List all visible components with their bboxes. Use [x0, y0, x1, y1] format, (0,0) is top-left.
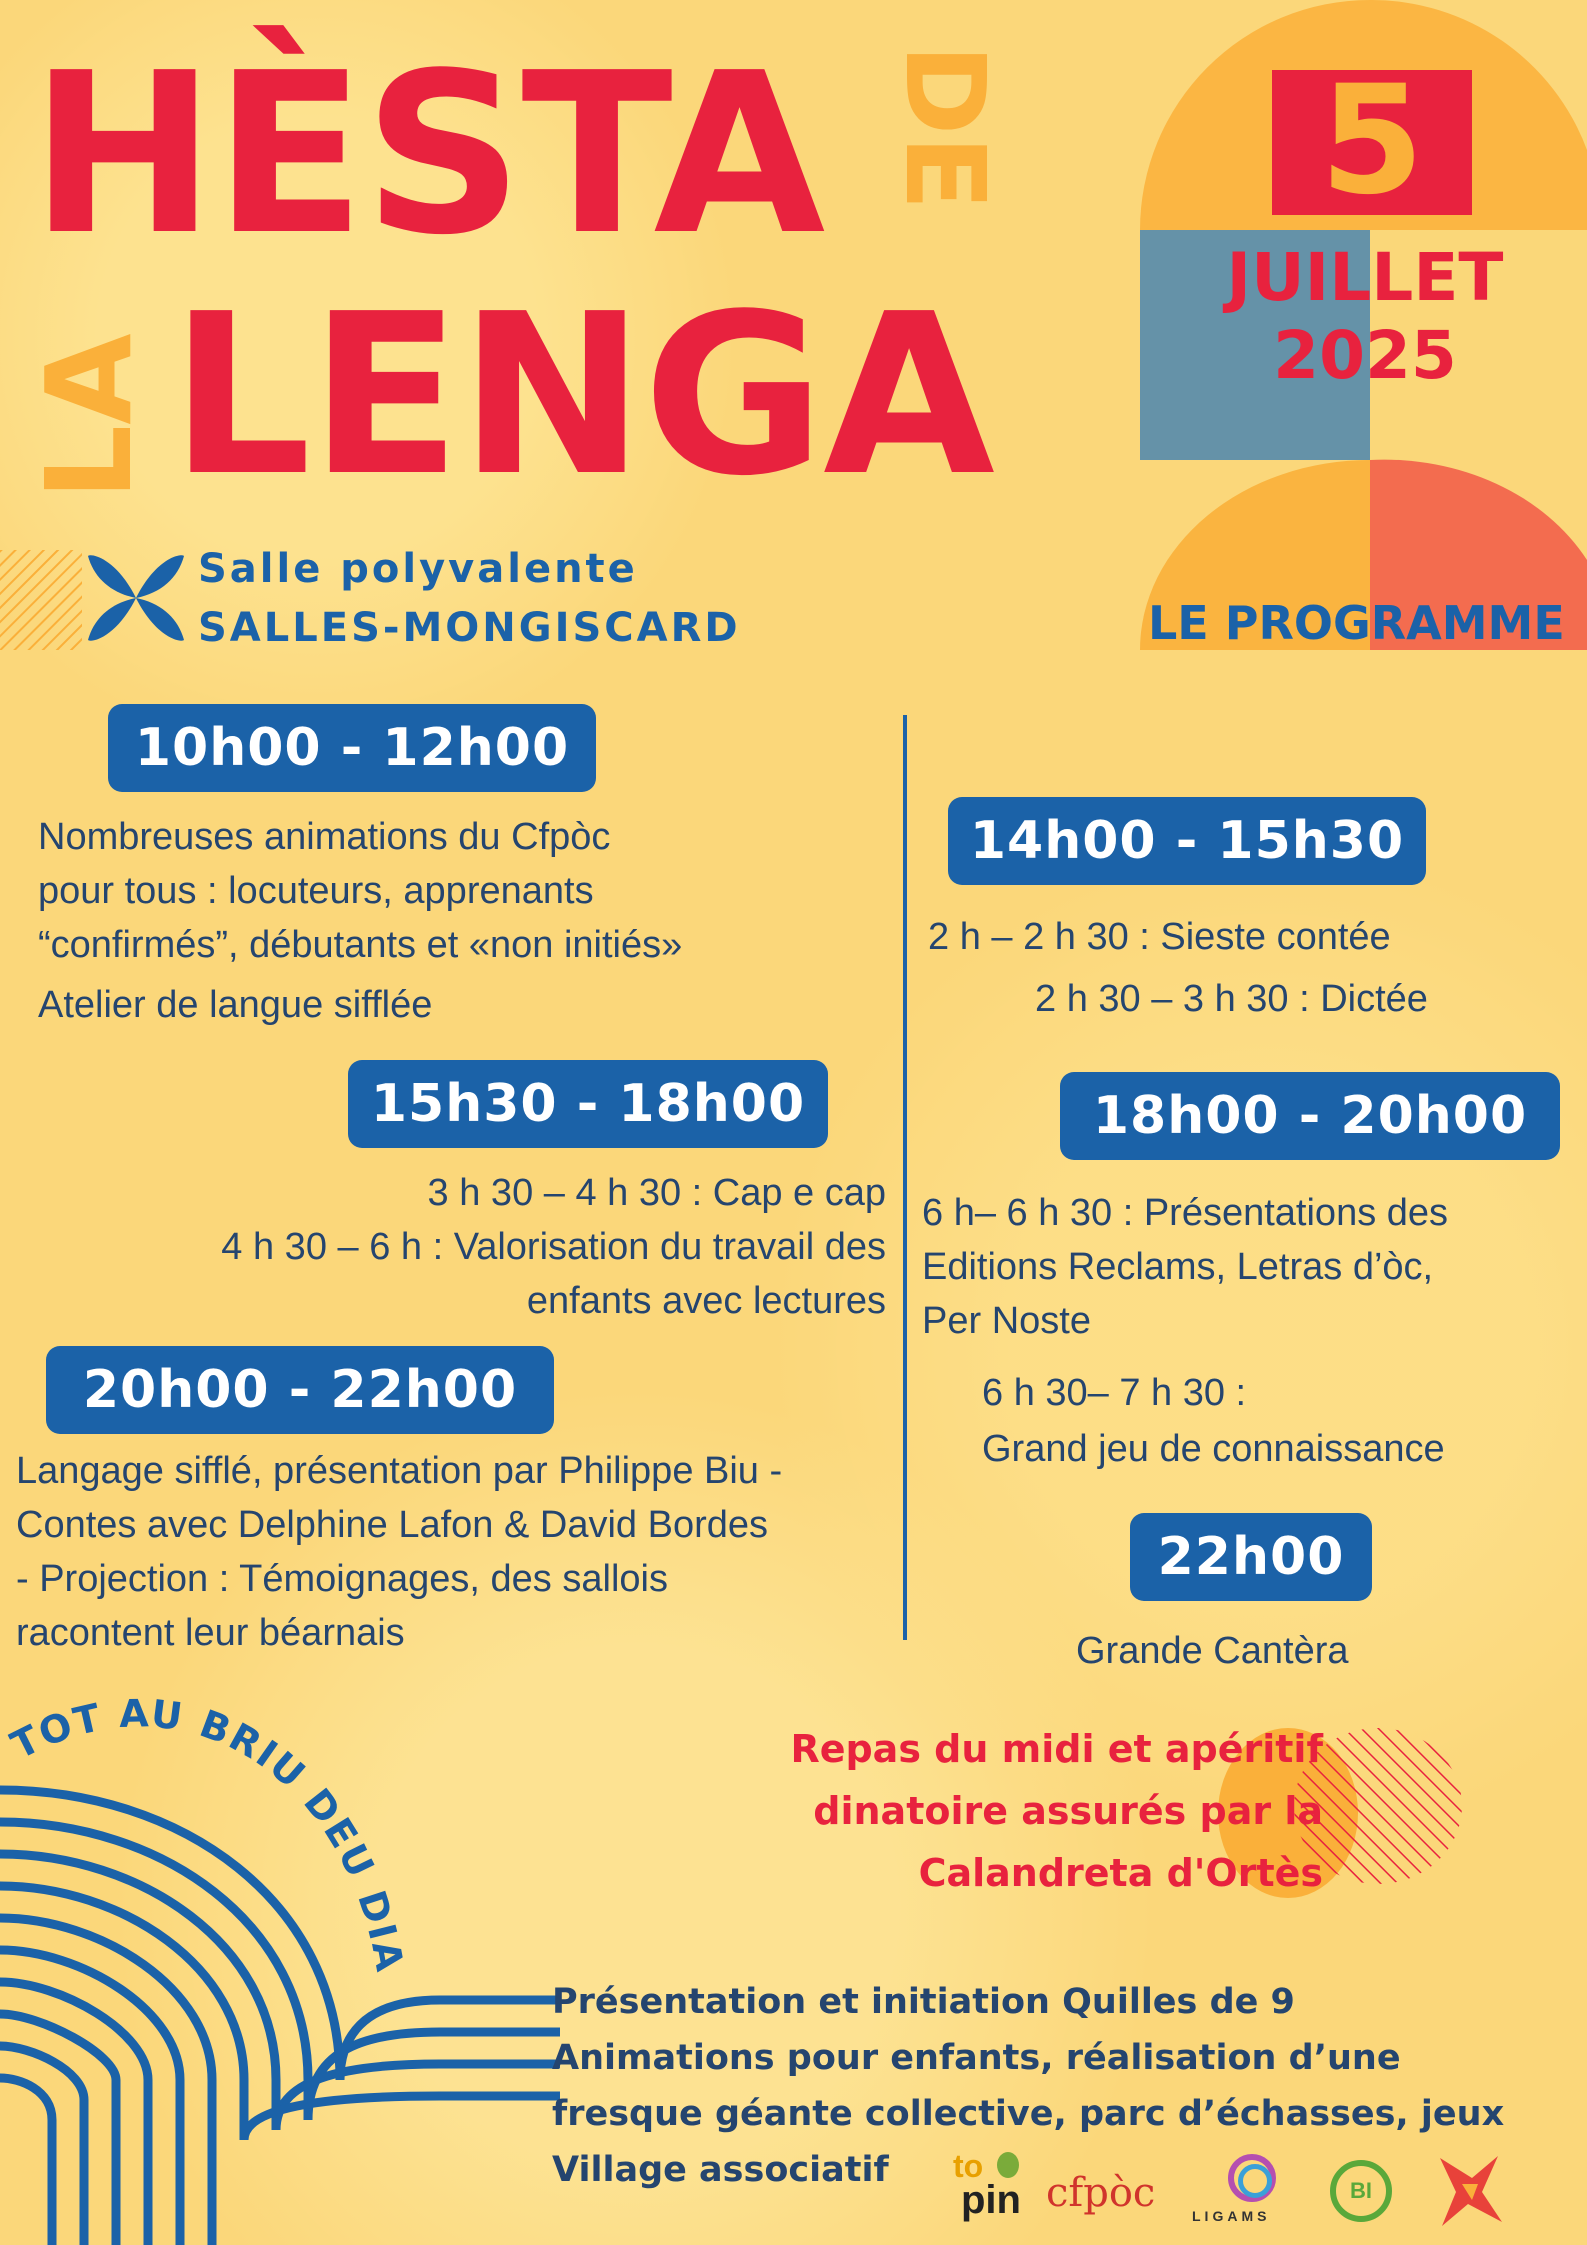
programme-label: LE PROGRAMME — [1148, 596, 1565, 650]
repas-text-3: Calandreta d'Ortès — [918, 1851, 1323, 1895]
block3-text-2: 4 h 30 – 6 h : Valorisation du travail des — [221, 1226, 886, 1268]
bird-logo-icon — [1432, 2148, 1506, 2230]
title-lenga: LENGA — [170, 267, 993, 525]
block4-text-3: Per Noste — [922, 1300, 1091, 1342]
activity-2: Animations pour enfants, réalisation d’une — [552, 2038, 1401, 2078]
title-la: LA — [20, 333, 158, 500]
time-pill-10h: 10h00 - 12h00 — [108, 704, 596, 792]
block5-text-1: Langage sifflé, présentation par Philippe Biu - — [16, 1450, 783, 1492]
activity-4: Village associatif — [552, 2150, 889, 2190]
svg-text:TOT AU BRIU DEU DIA — [4, 1691, 412, 1976]
activity-3: fresque géante collective, parc d’échasses, jeux — [552, 2094, 1505, 2134]
block3-text-3: enfants avec lectures — [526, 1280, 886, 1322]
date-year: 2025 — [1273, 317, 1457, 394]
activity-1: Présentation et initiation Quilles de 9 — [552, 1982, 1295, 2022]
block5-text-3: - Projection : Témoignages, des sallois — [16, 1558, 668, 1600]
block1-text-3: “confirmés”, débutants et «non initiés» — [38, 924, 683, 966]
date-month: JUILLET — [1226, 239, 1504, 316]
topin-top: to — [953, 2148, 984, 2184]
hatch-decoration — [0, 550, 82, 650]
block4-text-4: 6 h 30– 7 h 30 : — [982, 1372, 1247, 1414]
block5-text-4: racontent leur béarnais — [16, 1612, 405, 1654]
time-pill-15h30: 15h30 - 18h00 — [348, 1060, 828, 1148]
cfpoc-logo: cfpòc — [1046, 2170, 1156, 2216]
arc-text-path: TOT AU BRIU DEU DIA — [4, 1691, 413, 1977]
block1-text-2: pour tous : locuteurs, apprenants — [38, 870, 594, 912]
time-pill-14h: 14h00 - 15h30 — [948, 797, 1426, 885]
cbi-logo: BI — [1330, 2160, 1392, 2222]
block2-text-1: 2 h – 2 h 30 : Sieste contée — [928, 916, 1391, 958]
repas-text-2: dinatoire assurés par la — [813, 1789, 1323, 1833]
time-pill-18h: 18h00 - 20h00 — [1060, 1072, 1560, 1160]
date-day: 5 — [1319, 54, 1425, 228]
title-hesta: HÈSTA — [30, 26, 824, 284]
location-venue: Salle polyvalente — [198, 546, 638, 592]
butterfly-icon — [86, 548, 186, 648]
block3-text-1: 3 h 30 – 4 h 30 : Cap e cap — [427, 1172, 886, 1214]
block1-text-4: Atelier de langue sifflée — [38, 984, 433, 1026]
time-pill-22h: 22h00 — [1130, 1513, 1372, 1601]
topin-logo — [945, 2148, 1025, 2228]
topin-bottom: pin — [961, 2178, 1021, 2222]
hatched-circle — [1290, 1726, 1530, 1886]
leaf-icon — [997, 2152, 1019, 2178]
block4-text-5: Grand jeu de connaissance — [982, 1428, 1445, 1470]
location-town: SALLES-MONGISCARD — [198, 605, 741, 651]
arc-text — [0, 1660, 420, 2000]
block6-text-1: Grande Cantèra — [1076, 1630, 1349, 1672]
block1-text-1: Nombreuses animations du Cfpòc — [38, 816, 611, 858]
block2-text-2: 2 h 30 – 3 h 30 : Dictée — [1035, 978, 1428, 1020]
block4-text-2: Editions Reclams, Letras d’òc, — [922, 1246, 1434, 1288]
time-pill-20h: 20h00 - 22h00 — [46, 1346, 554, 1434]
column-divider — [903, 715, 907, 1640]
ligams-text: LIGAMS — [1192, 2208, 1271, 2224]
block4-text-1: 6 h– 6 h 30 : Présentations des — [922, 1192, 1449, 1234]
repas-text-1: Repas du midi et apéritif — [790, 1727, 1323, 1771]
block5-text-2: Contes avec Delphine Lafon & David Bordes — [16, 1504, 769, 1546]
ligams-logo — [1192, 2154, 1292, 2234]
ligams-inner-icon — [1238, 2164, 1272, 2198]
title-de: DE — [881, 44, 1009, 211]
